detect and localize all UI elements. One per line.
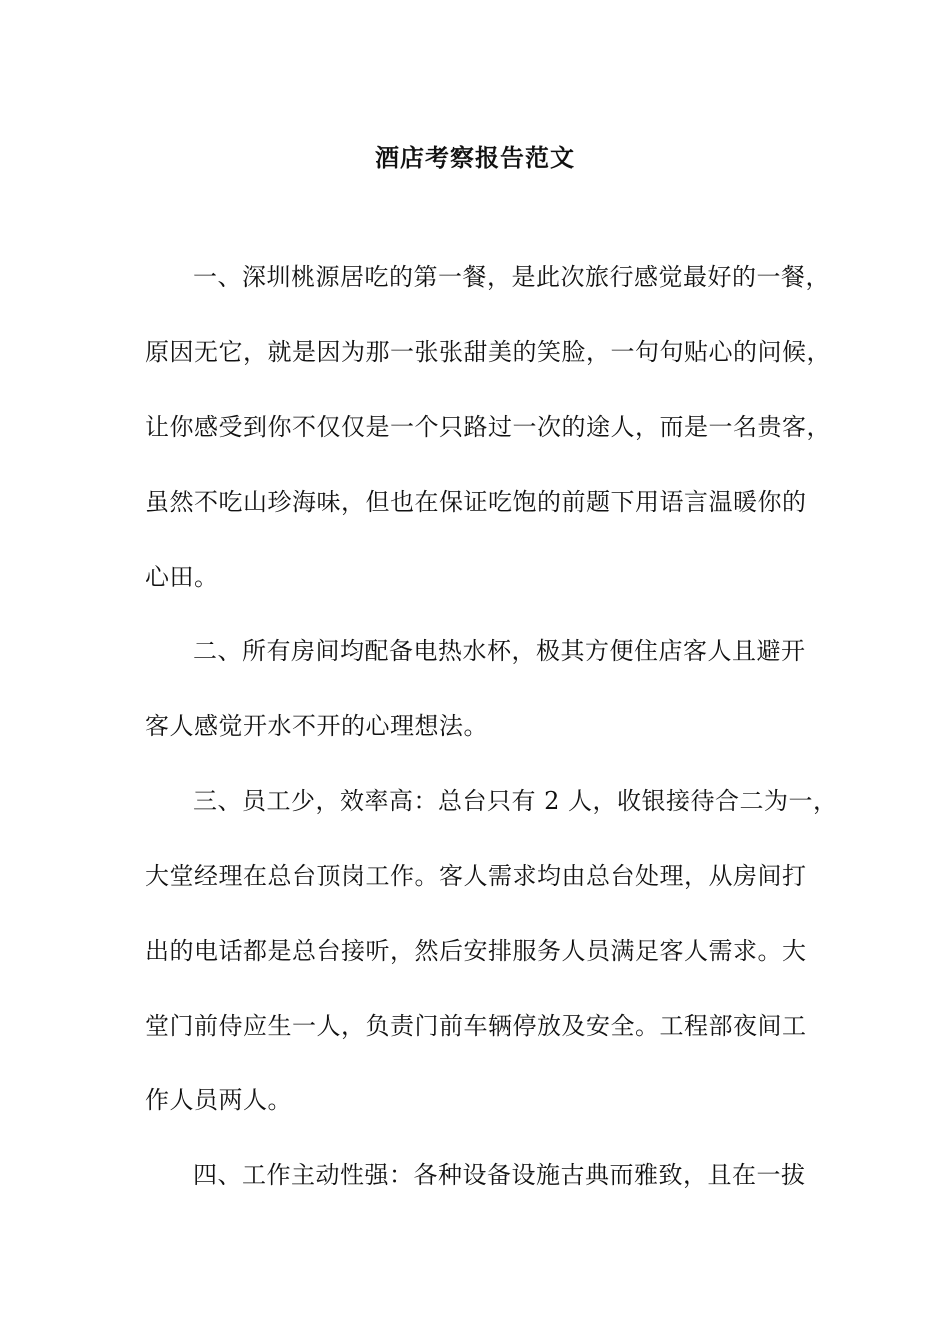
document-title: 酒店考察报告范文	[375, 143, 575, 172]
paragraph-3-line-4: 堂门前侍应生一人，负责门前车辆停放及安全。工程部夜间工	[145, 1012, 807, 1040]
paragraph-2-line-2: 客人感觉开水不开的心理想法。	[145, 712, 488, 740]
paragraph-3-line-2: 大堂经理在总台顶岗工作。客人需求均由总台处理，从房间打	[145, 862, 807, 890]
paragraph-1-line-1: 一、深圳桃源居吃的第一餐，是此次旅行感觉最好的一餐，	[193, 263, 830, 291]
paragraph-3-line-3: 出的电话都是总台接听，然后安排服务人员满足客人需求。大	[145, 937, 807, 965]
paragraph-1-line-2: 原因无它，就是因为那一张张甜美的笑脸，一句句贴心的问候，	[145, 338, 831, 366]
paragraph-1-line-4: 虽然不吃山珍海味，但也在保证吃饱的前题下用语言温暖你的	[145, 488, 807, 516]
paragraph-1-line-3: 让你感受到你不仅仅是一个只路过一次的途人，而是一名贵客，	[145, 413, 831, 441]
paragraph-2-line-1: 二、所有房间均配备电热水杯，极其方便住店客人且避开	[193, 637, 806, 665]
paragraph-4-line-1: 四、工作主动性强：各种设备设施古典而雅致，且在一拔	[193, 1161, 806, 1189]
paragraph-3-line-1: 三、员工少，效率高：总台只有 2 人，收银接待合二为一，	[193, 787, 838, 815]
paragraph-3-line-5: 作人员两人。	[145, 1086, 292, 1114]
paragraph-1-line-5: 心田。	[145, 563, 219, 591]
